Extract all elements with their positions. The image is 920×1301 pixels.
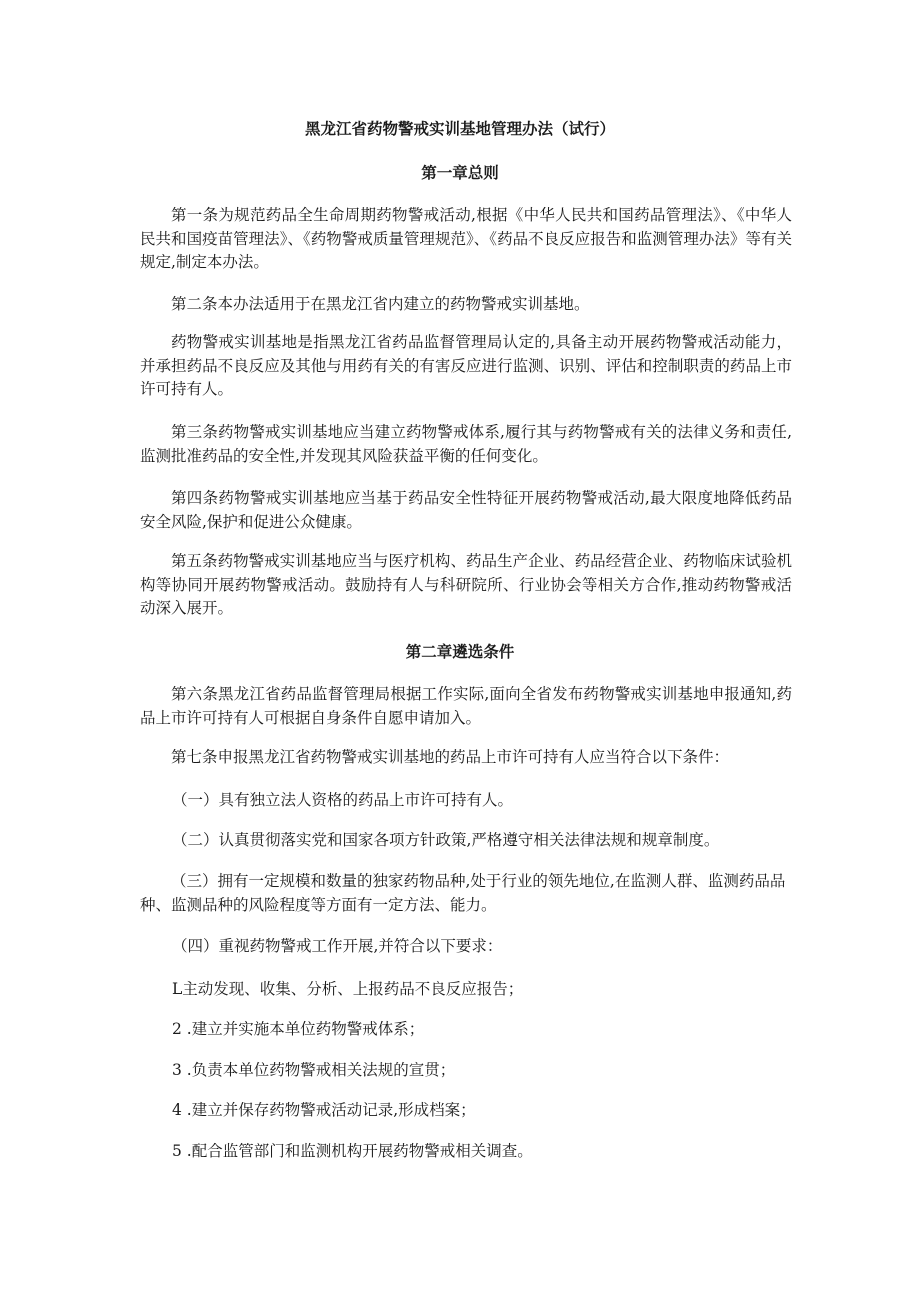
condition-1: （一）具有独立法人资格的药品上市许可持有人。 [172, 791, 514, 809]
condition-4: （四）重视药物警戒工作开展,并符合以下要求： [172, 937, 503, 955]
article-4: 第四条药物警戒实训基地应当基于药品安全性特征开展药物警戒活动,最大限度地降低药品安全风险,保护和促进公众健康。 [140, 489, 792, 531]
document-title: 黑龙江省药物警戒实训基地管理办法（试行） [304, 120, 615, 138]
requirement-3: 3 .负责本单位药物警戒相关法规的宣贯； [172, 1061, 456, 1079]
article-2-definition: 药物警戒实训基地是指黑龙江省药品监督管理局认定的,具备主动开展药物警戒活动能力，并承担药品不良反应及其他与用药有关的有害反应进行监测、识别、评估和控制职责的药品上市许可持有人。 [140, 333, 792, 398]
article-7: 第七条申报黑龙江省药物警戒实训基地的药品上市许可持有人应当符合以下条件： [171, 748, 730, 766]
chapter-1-heading: 第一章总则 [421, 164, 499, 182]
condition-3: （三）拥有一定规模和数量的独家药物品种,处于行业的领先地位,在监测人群、监测药品品种、监测品种的风险程度等方面有一定方法、能力。 [140, 872, 786, 914]
condition-2: （二）认真贯彻落实党和国家各项方针政策,严格遵守相关法律法规和规章制度。 [172, 831, 720, 849]
article-2: 第二条本办法适用于在黑龙江省内建立的药物警戒实训基地。 [171, 295, 590, 313]
requirement-1: L主动发现、收集、分析、上报药品不良反应报告； [172, 980, 524, 998]
article-3: 第三条药物警戒实训基地应当建立药物警戒体系,履行其与药物警戒有关的法律义务和责任,监测批准药品的安全性,并发现其风险获益平衡的任何变化。 [140, 423, 792, 465]
chapter-2-heading: 第二章遴选条件 [405, 643, 515, 661]
article-6: 第六条黑龙江省药品监督管理局根据工作实际,面向全省发布药物警戒实训基地申报通知,药品上市许可持有人可根据自身条件自愿申请加入。 [140, 685, 792, 727]
requirement-5: 5 .配合监管部门和监测机构开展药物警戒相关调查。 [172, 1142, 533, 1160]
requirement-2: 2 .建立并实施本单位药物警戒体系； [172, 1020, 425, 1038]
article-5: 第五条药物警戒实训基地应当与医疗机构、药品生产企业、药品经营企业、药物临床试验机构等协同开展药物警戒活动。鼓励持有人与科研院所、行业协会等相关方合作,推动药物警戒活动深入展开。 [140, 552, 792, 617]
article-1: 第一条为规范药品全生命周期药物警戒活动,根据《中华人民共和国药品管理法》、《中华人民共和国疫苗管理法》、《药物警戒质量管理规范》、《药品不良反应报告和监测管理办法》等有关规定,制定本办法。 [140, 206, 792, 271]
requirement-4: 4 .建立并保存药物警戒活动记录,形成档案； [172, 1101, 476, 1119]
